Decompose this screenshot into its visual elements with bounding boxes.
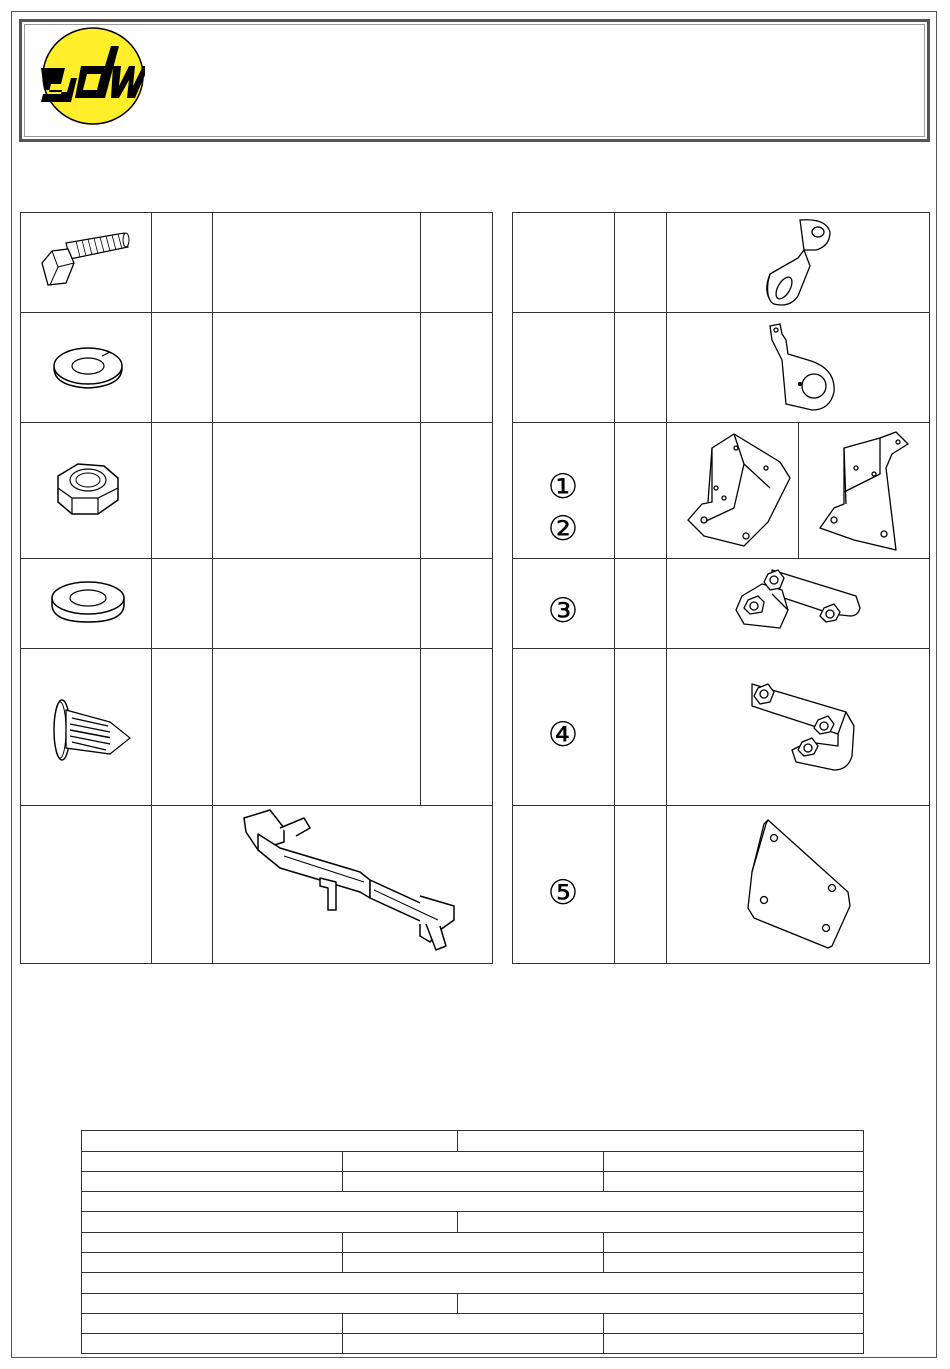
flat-washer-icon [48,578,128,626]
part-number-4: ④ [547,715,579,755]
plate-bracket-4-icon [748,676,860,776]
mounting-plate-icon [744,816,856,952]
parts-table-right [512,212,930,964]
wiring-bracket-icon [760,216,836,310]
gdw-logo-icon [37,26,145,126]
part-number-5: ⑤ [547,873,579,913]
part-number-3: ③ [547,591,579,631]
socket-bracket-icon [764,320,840,414]
side-bracket-pair-icon [684,428,928,554]
hex-nut-icon [52,458,124,524]
part-number-1: ① [547,467,579,507]
hitch-crossbar-icon [240,806,465,954]
specification-table [81,1130,864,1354]
part-number-2: ② [547,509,579,549]
plate-bracket-3-icon [732,562,864,644]
spring-washer-icon [50,342,126,394]
carriage-bolt-icon [44,688,134,770]
header-box [19,19,930,142]
hex-bolt-icon [38,225,134,295]
